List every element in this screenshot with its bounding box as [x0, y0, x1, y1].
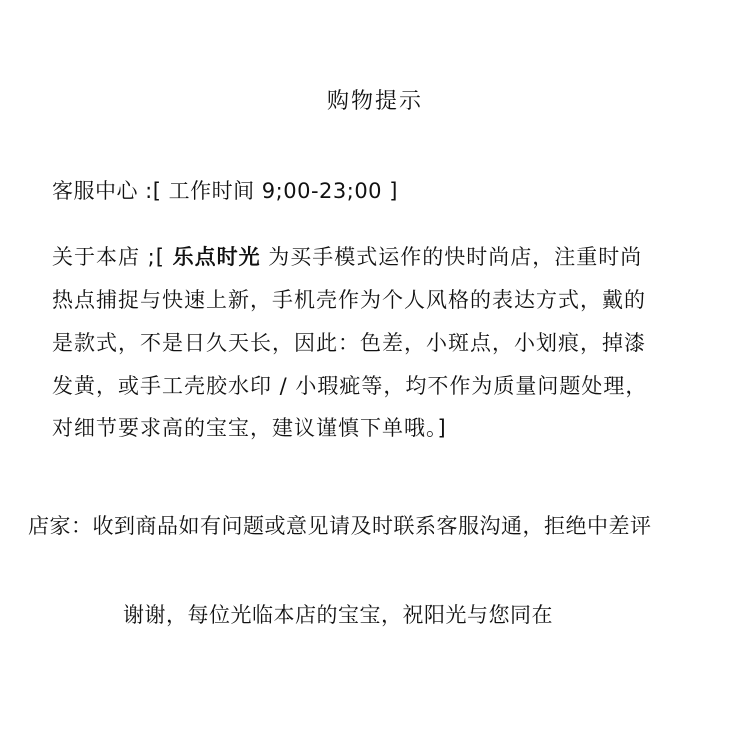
shopkeeper-notice: 店家：收到商品如有问题或意见请及时联系客服沟通，拒绝中差评	[28, 514, 652, 538]
page-title: 购物提示	[326, 89, 423, 114]
about-store-line-1	[52, 247, 642, 268]
about-store-prefix: 关于本店 ;[	[52, 245, 173, 269]
about-store-line-4: 发黄，或手工壳胶水印 / 小瑕疵等，均不作为质量问题处理，	[52, 374, 648, 398]
about-store-line-3: 是款式，不是日久天长，因此：色差，小斑点，小划痕，掉漆	[52, 331, 646, 355]
thanks-message: 谢谢，每位光临本店的宝宝，祝阳光与您同在	[123, 603, 553, 627]
store-brand-name: 乐点时光	[172, 245, 261, 269]
about-store-line-2: 热点捕捉与快速上新，手机壳作为个人风格的表达方式，戴的	[52, 288, 646, 312]
about-store-line-1-text: 为买手模式运作的快时尚店，注重时尚	[260, 245, 643, 269]
customer-service-hours: 客服中心 :[ 工作时间 9;00-23;00 ]	[52, 179, 398, 203]
about-store-line-5: 对细节要求高的宝宝，建议谨慎下单哦。]	[52, 416, 447, 440]
